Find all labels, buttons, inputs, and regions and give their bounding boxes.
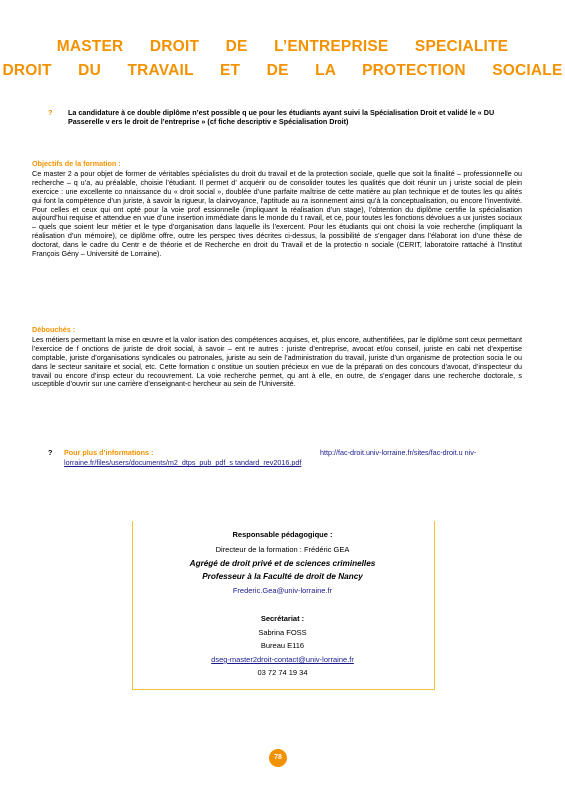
candidature-note (48, 108, 518, 126)
debouches-text: Les métiers permettant la mise en œuvre et la valor isation des compétences acquises, et, plus encore, authentifiées, par le diplôme sont ceux permettant l’exercice de f onctions de juriste de droit social, à savoir – ent re autres : juriste d’entreprise, avocat et/ou conseil, juriste en cabi net d’expertise comptable, juriste d’organisations syndicales ou patronales, juriste au sein de l’administration du travail, juriste d’un organisme de protection socia le ou dans le secteur sanitaire et social, etc. Cette formation c onstitue un soutien précieux en vue de la préparati on des concours d’avocat, d’inspecteur du travail ou encore d’insp ecteur du recouvrement. La voie recherche permet, qu ant à elle, en outre, de s’engager dans une recherche doctorale, s usceptible d’ouvrir sur une carrière d’enseignant-c hercheur au sein de l’Université. (32, 334, 522, 389)
bureau-line: Bureau E116 (260, 641, 305, 650)
more-info-link-part1[interactable]: http://fac-droit.univ-lorraine.fr/sites/fac-droit.u niv- (320, 448, 477, 457)
bullet-icon: ? (48, 108, 53, 117)
more-info-label: Pour plus d’informations : (64, 448, 154, 457)
objectifs-heading: Objectifs de la formation : (32, 159, 121, 168)
secretaire-name: Sabrina FOSS (258, 628, 307, 637)
email-secretariat[interactable]: dseg-master2droit-contact@univ-lorraine.fr (211, 655, 354, 664)
more-info-link-part2[interactable]: lorraine.fr/files/users/documents/m2_dtps_pub_pdf_s tandard_rev2016.pdf (64, 458, 302, 467)
email-responsable[interactable]: Frederic.Gea@univ-lorraine.fr (232, 586, 333, 595)
objectifs-text: Ce master 2 a pour objet de former de véritables spécialistes du droit du travail et de la protection sociale, quelle que soit la finalité – professionnelle ou recherche – q u’a, au préalable, choisie l’étudiant. Il permet d’ acquérir ou de consolider toutes les qualités que doit réunir un j uriste social de plein exercice : une excellente co nnaissance du « droit social », doublée d’une parfaite maîtrise de cette matière au plan technique et de toutes les qu alités qui font la compétence d’un juriste, à savoir la rigueur, la clairvoyance, l’aptitude au ra isonnement ainsi qu’à la conceptualisation, ou encore l’inventivité. Pour celles et ceux qui ont opté pour la voie prof essionnelle (impliquant la réalisation d’un stage), l’obtention du diplôme certifie la spécialisation aujourd’hui requise et attendue en vue d’une insertion immédiate dans le monde du t ravail, et ce, pour toutes les fonctions dévolues a ux juristes sociaux – quels que soient leur métier et le type d’organisation dans laquelle ils l’exercent. Pour les étudiants qui ont choisi la voie recherche (impliquant la réalisation d’un mémoire), ce diplôme offre, outre les perspec tives décrites ci-dessus, la possibilité de s’engager dans l’élaborat ion d’une thèse de doctorat, dans le cadre du Centr e de théorie et de Recherche en droit du Travail et de la protectio n sociale (CERIT, laboratoire rattaché à l’Institut François Gény – Université de Lorraine). (32, 168, 522, 259)
objectifs-section (32, 160, 522, 259)
title-line-1: MASTER DROIT DE L’ENTREPRISE SPECIALITE (56, 38, 509, 55)
titre-line-2: Professeur à la Faculté de droit de Nancy (202, 572, 363, 581)
phone-number: 03 72 74 19 34 (257, 668, 308, 677)
secretariat-heading: Secrétariat : (260, 614, 305, 623)
titre-line-1: Agrégé de droit privé et de sciences criminelles (189, 559, 376, 568)
more-info (48, 448, 523, 468)
bullet-icon: ? (48, 448, 53, 457)
directeur-line: Directeur de la formation : Frédéric GEA (215, 545, 350, 554)
debouches-heading: Débouchés : (32, 325, 76, 334)
page-number: 78 (269, 749, 287, 767)
title-line-2: DROIT DU TRAVAIL ET DE LA PROTECTION SOCIALE (2, 62, 563, 79)
debouches-section (32, 326, 522, 389)
responsable-heading: Responsable pédagogique : (232, 530, 333, 539)
note-text: La candidature à ce double diplôme n’est possible q ue pour les étudiants ayant suivi la Spécialisation Droit et validé le « DU Passerelle v ers le droit de l’entreprise » (cf fiche descriptiv e Spécialisation Droit) (68, 108, 495, 127)
